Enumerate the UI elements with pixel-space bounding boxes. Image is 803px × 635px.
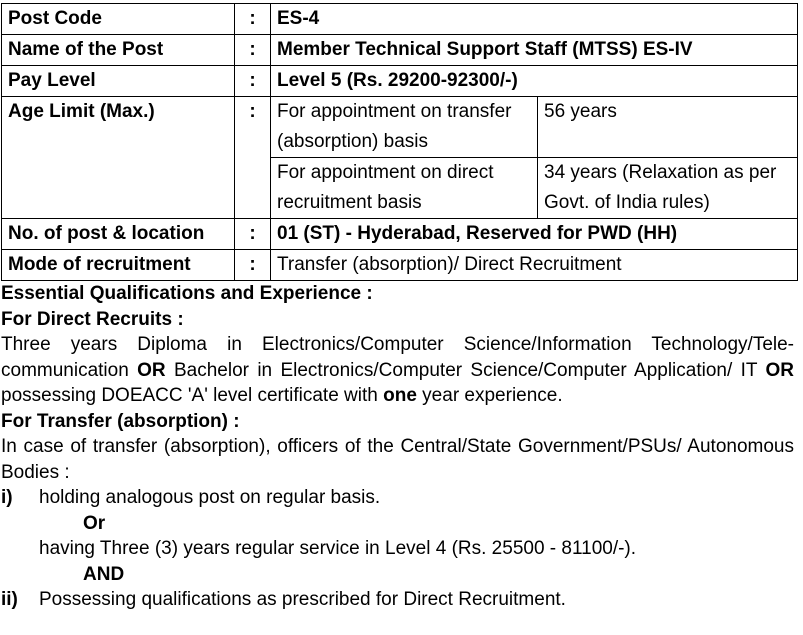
table-row: [2, 250, 798, 281]
age-basis-transfer: For appointment on transfer (absorption) basis: [271, 97, 538, 158]
row-separator: :: [235, 250, 271, 281]
age-limit-direct: 34 years (Relaxation as per Govt. of India rules): [538, 158, 798, 219]
age-basis-direct: For appointment on direct recruitment basis: [271, 158, 538, 219]
row-label: Post Code: [2, 4, 235, 35]
table-row: [2, 35, 798, 66]
text-run: Bachelor in Electronics/Computer Science/Computer Application/ IT: [165, 359, 766, 381]
connector-or: Or: [83, 512, 106, 534]
row-separator: :: [235, 219, 271, 250]
direct-recruits-text: [1, 332, 794, 409]
row-separator: :: [235, 97, 271, 219]
row-label: No. of post & location: [2, 219, 235, 250]
row-label: Age Limit (Max.): [2, 97, 235, 219]
post-name-value: Member Technical Support Staff (MTSS) ES-IV: [271, 35, 798, 66]
list-text: holding analogous post on regular basis.: [39, 487, 381, 508]
text-run: possessing DOEACC 'A' level certificate with: [1, 385, 384, 406]
post-details-table: [1, 3, 798, 281]
list-item: [1, 587, 794, 613]
list-text: Possessing qualifications as prescribed for Direct Recruitment.: [39, 589, 566, 610]
row-label: Mode of recruitment: [2, 250, 235, 281]
row-separator: :: [235, 66, 271, 97]
row-label: Name of the Post: [2, 35, 235, 66]
pay-level-value: Level 5 (Rs. 29200-92300/-): [271, 66, 798, 97]
row-separator: :: [235, 35, 271, 66]
emphasis-or: OR: [137, 359, 166, 381]
transfer-intro: In case of transfer (absorption), officers of the Central/State Government/PSUs/ Autonomous Bodies :: [1, 436, 794, 483]
list-number: i): [1, 487, 13, 508]
table-row: [2, 4, 798, 35]
text-run: Three years Diploma in Electronics/Computer Science/Information Technology/Tele-communication: [1, 334, 794, 381]
connector-and: AND: [83, 563, 125, 585]
text-run: year experience.: [416, 385, 563, 406]
list-item: [1, 485, 794, 511]
post-location-value: 01 (ST) - Hyderabad, Reserved for PWD (HH): [271, 219, 798, 250]
direct-recruits-heading: For Direct Recruits :: [1, 308, 184, 330]
alternative-text: having Three (3) years regular service in Level 4 (Rs. 25500 - 81100/-).: [39, 538, 637, 559]
post-code-value: ES-4: [271, 4, 798, 35]
qualifications-section: [1, 281, 794, 613]
qualifications-heading: Essential Qualifications and Experience :: [1, 283, 373, 304]
emphasis-or: OR: [765, 359, 795, 381]
recruitment-mode-value: Transfer (absorption)/ Direct Recruitment: [271, 250, 798, 281]
row-separator: :: [235, 4, 271, 35]
list-number: ii): [1, 589, 18, 610]
transfer-heading: For Transfer (absorption) :: [1, 410, 240, 432]
age-limit-transfer: 56 years: [538, 97, 798, 158]
emphasis-one: one: [383, 385, 417, 406]
table-row: [2, 66, 798, 97]
row-label: Pay Level: [2, 66, 235, 97]
table-row: [2, 97, 798, 158]
table-row: [2, 219, 798, 250]
